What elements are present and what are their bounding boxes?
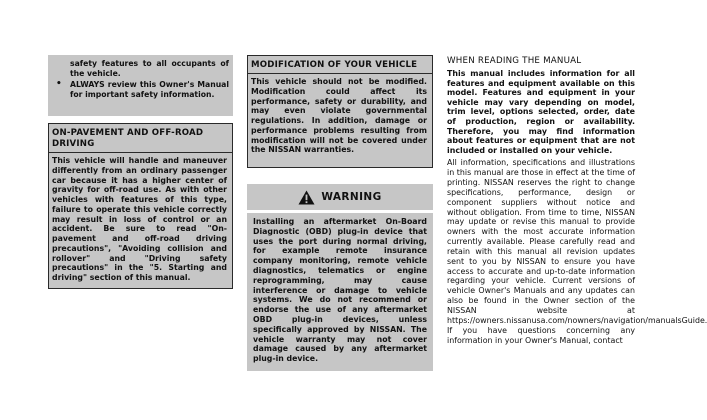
safety-continuation-panel	[48, 55, 233, 116]
bullet-text: ALWAYS review this Owner's Manual for important safety information.	[70, 80, 229, 99]
warning-body: Installing an aftermarket On-Board Diagnostic (OBD) plug-in device that uses the port during normal driving, for example remote insurance company monitoring, remote vehicle diagnostics, telematics or engine reprogramming, may cause interference or damage to vehicle systems. We do not recommend or endorse the use of any aftermarket OBD plug-in devices, unless specifically approved by NISSAN. The vehicle warranty may not cover damage caused by any aftermarket plug-in device.	[247, 213, 433, 371]
continued-paragraph: safety features to all occupants of the vehicle.	[70, 59, 229, 78]
section-body: All information, specifications and illustrations in this manual are those in effect at the time of printing. NISSAN reserves the right to change specifications, performance, design or component suppliers without notice and without obligation. From time to time, NISSAN may update or revise this manual to provide owners with the most accurate information currently available. Please carefully read and retain with this manual all revision updates sent to you by NISSAN to ensure you have access to accurate and up-to-date information regarding your vehicle. Current versions of vehicle Owner's Manuals and any updates can also be found in the Owner section of the NISSAN website at https://owners.nissanusa.com/nowners/navigation/manualsGuide. If you have questions concerning any information in your Owner's Manual, contact	[447, 158, 707, 345]
offroad-driving-box	[48, 123, 233, 289]
bullet-marker: •	[56, 79, 62, 90]
offroad-box-title: ON-PAVEMENT AND OFF-ROAD DRIVING	[52, 128, 204, 149]
warning-header	[247, 184, 433, 210]
modification-box-title: MODIFICATION OF YOUR VEHICLE	[251, 60, 418, 70]
box-divider	[248, 73, 432, 74]
modification-box	[247, 55, 433, 168]
box-divider	[49, 152, 232, 153]
section-intro: This manual includes information for all features and equipment available on this model. Features and equipment in your vehicle may vary depending on model, trim level, options selected, order, date of production, region or availability. Therefore, you may find information about features or equipment that are not included or installed on your vehicle.	[447, 69, 635, 155]
bullet-item	[56, 80, 229, 99]
warning-triangle-icon	[298, 190, 315, 205]
warning-label: WARNING	[321, 191, 382, 203]
reading-manual-section	[447, 56, 707, 345]
section-heading: WHEN READING THE MANUAL	[447, 56, 582, 66]
offroad-box-body: This vehicle will handle and maneuver differently from an ordinary passenger car because it has a higher center of gravity for off-road use. As with other vehicles with features of this type, failure to operate this vehicle correctly may result in loss of control or an accident. Be sure to read "On-pavement and off-road driving precautions", "Avoiding collision and rollover" and "Driving safety precautions" in the "5. Starting and driving" section of this manual.	[52, 156, 227, 282]
modification-box-body: This vehicle should not be modified. Modification could affect its performance, safety or durability, and may even violate governmental regulations. In addition, damage or performance problems resulting from modification will not be covered under the NISSAN warranties.	[251, 77, 427, 155]
